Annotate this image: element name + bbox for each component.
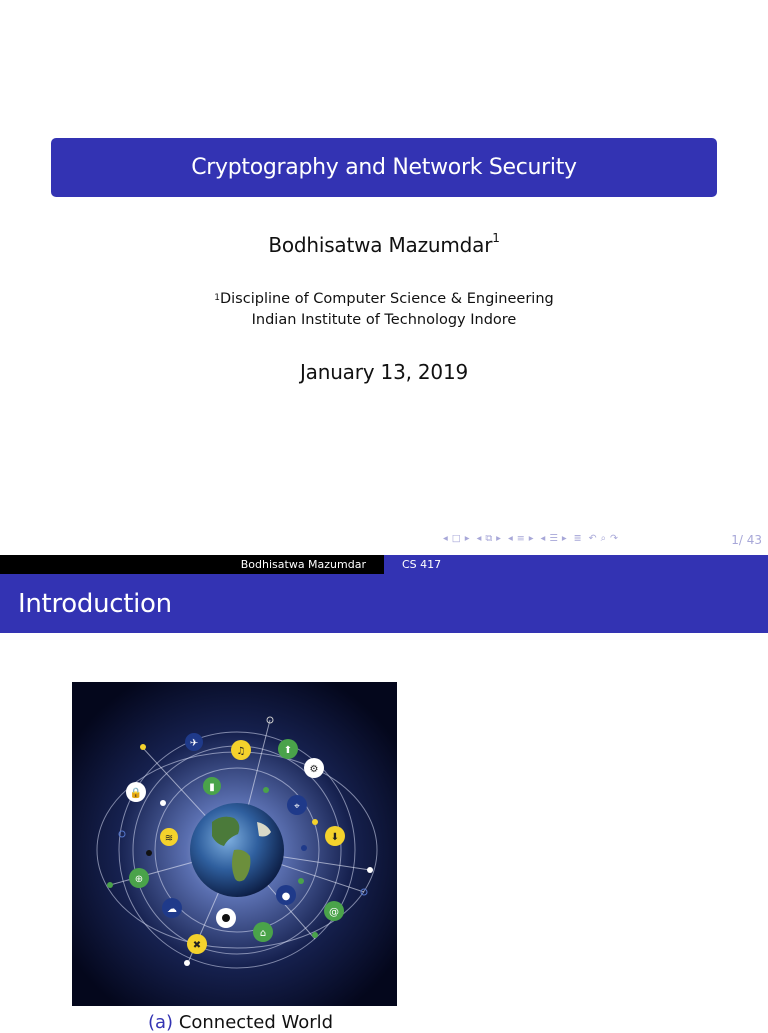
- nav-section-forward-icon[interactable]: ▸: [528, 533, 534, 544]
- nav-doc-icon[interactable]: ☰: [549, 533, 558, 544]
- globe-icon: ⊕: [134, 874, 144, 885]
- page-number: 1/ 43: [731, 533, 762, 547]
- nav-subsection-forward-icon[interactable]: ▸: [496, 533, 501, 544]
- nav-doc-back-icon[interactable]: ◂: [540, 533, 546, 544]
- affiliation-line-1: $^1$Discipline of Computer Science & Engineering: [214, 291, 554, 307]
- nav-redo-icon[interactable]: ↷: [609, 533, 618, 544]
- rss-icon: ≋: [164, 833, 174, 844]
- signal-icon: ▮: [209, 782, 215, 793]
- affiliation-line-2: Indian Institute of Technology Indore: [251, 312, 517, 328]
- record-icon: [222, 914, 230, 922]
- location-pin-icon: ⌖: [294, 801, 300, 812]
- author-superscript: 1: [492, 231, 500, 245]
- satellite-dish-icon: ✖: [192, 940, 202, 951]
- figure-caption: [148, 1012, 333, 1033]
- download-icon: ⬇: [330, 832, 340, 843]
- footer-author: Bodhisatwa Mazumdar: [0, 555, 384, 574]
- nav-section-icon[interactable]: ≡: [516, 533, 525, 544]
- connected-world-figure: [72, 682, 397, 1006]
- footer-course: CS 417: [384, 555, 768, 574]
- slide-title: Cryptography and Network Security: [191, 155, 577, 180]
- music-icon: ♫: [236, 746, 246, 757]
- beamer-navigation: [443, 533, 718, 549]
- author-name: Bodhisatwa Mazumdar: [268, 233, 493, 257]
- satellite-icon: ✈: [189, 738, 199, 749]
- figure-caption-text: Connected World: [178, 1012, 334, 1033]
- nav-subsection-back-icon[interactable]: ◂: [476, 533, 482, 544]
- footer-strip: [0, 555, 768, 574]
- upload-icon: ⬆: [283, 745, 293, 756]
- nav-frame-icon[interactable]: □: [451, 533, 461, 544]
- nav-section-back-icon[interactable]: ◂: [507, 533, 513, 544]
- affiliation-superscript: 1: [214, 293, 220, 303]
- home-icon: ⌂: [259, 928, 267, 939]
- gear-icon: ⚙: [309, 764, 319, 775]
- title-box: [51, 138, 717, 197]
- nav-doc-forward-icon[interactable]: ▸: [561, 533, 567, 544]
- nav-frame-forward-icon[interactable]: ▸: [464, 533, 470, 544]
- nav-toc-icon[interactable]: ≣: [573, 533, 582, 544]
- author-line: [0, 233, 768, 257]
- at-sign-icon: @: [329, 907, 339, 918]
- user-icon: ●: [281, 891, 291, 902]
- lock-icon: 🔒: [129, 788, 143, 799]
- affiliation: [0, 289, 768, 331]
- nav-subsection-icon[interactable]: ⧉: [485, 533, 493, 544]
- nav-frame-back-icon[interactable]: ◂: [443, 533, 448, 544]
- cloud-icon: ☁: [167, 904, 177, 915]
- frame-title-bar: [0, 574, 768, 633]
- nav-search-icon[interactable]: ⌕: [600, 533, 606, 544]
- figure-caption-label: (a): [148, 1012, 174, 1033]
- presentation-date: January 13, 2019: [299, 360, 469, 384]
- frame-title: Introduction: [18, 588, 172, 619]
- nav-undo-icon[interactable]: ↶: [588, 533, 597, 544]
